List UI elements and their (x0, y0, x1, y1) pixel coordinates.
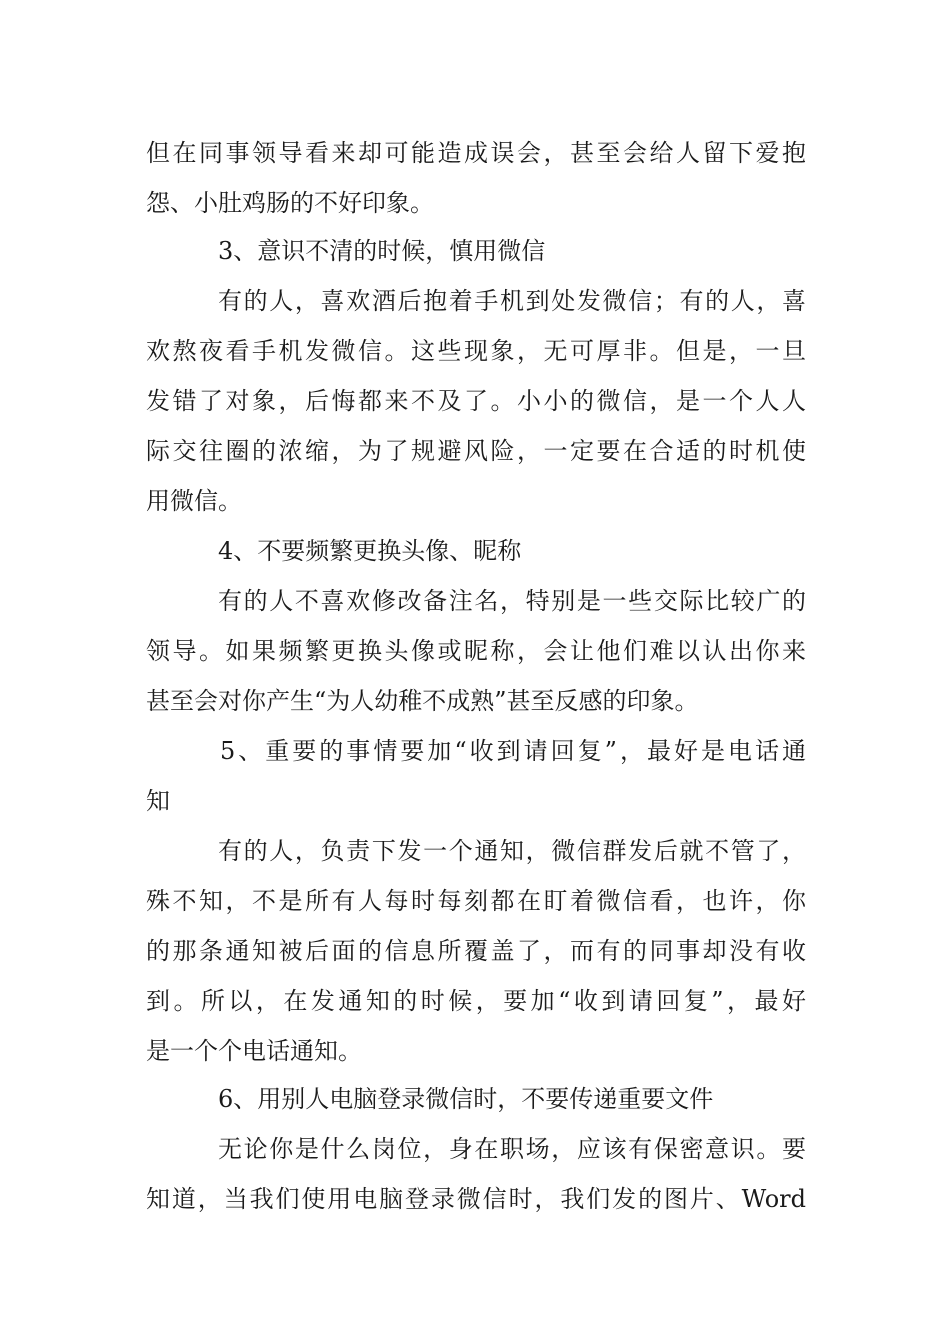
section-heading-3: 3、意识不清的时候，慎用微信 (218, 237, 546, 265)
paragraph-line: 欢熬夜看手机发微信。这些现象，无可厚非。但是，一旦 (146, 337, 806, 365)
paragraph-line: 知道，当我们使用电脑登录微信时，我们发的图片、Word (146, 1185, 806, 1213)
paragraph-line: 无论你是什么岗位，身在职场，应该有保密意识。要 (218, 1135, 806, 1163)
paragraph-line: 有的人，负责下发一个通知，微信群发后就不管了， (218, 837, 806, 865)
section-heading-5-continued: 知 (146, 787, 170, 815)
paragraph-line: 是一个个电话通知。 (146, 1037, 362, 1065)
paragraph-line: 怨、小肚鸡肠的不好印象。 (146, 189, 434, 217)
paragraph-line: 发错了对象，后悔都来不及了。小小的微信，是一个人人 (146, 387, 806, 415)
section-heading-6: 6、用别人电脑登录微信时，不要传递重要文件 (218, 1085, 714, 1113)
paragraph-line: 但在同事领导看来却可能造成误会，甚至会给人留下爱抱 (146, 139, 806, 167)
paragraph-line: 用微信。 (146, 487, 242, 515)
paragraph-line: 的那条通知被后面的信息所覆盖了，而有的同事却没有收 (146, 937, 806, 965)
paragraph-line: 到。所以，在发通知的时候，要加“收到请回复”，最好 (146, 987, 806, 1015)
paragraph-line: 甚至会对你产生“为人幼稚不成熟”甚至反感的印象。 (146, 687, 699, 715)
section-heading-4: 4、不要频繁更换头像、昵称 (218, 537, 522, 565)
paragraph-line: 有的人不喜欢修改备注名，特别是一些交际比较广的 (218, 587, 806, 615)
paragraph-line: 殊不知，不是所有人每时每刻都在盯着微信看，也许，你 (146, 887, 806, 915)
paragraph-line: 领导。如果频繁更换头像或昵称，会让他们难以认出你来 (146, 637, 806, 665)
paragraph-line: 有的人，喜欢酒后抱着手机到处发微信；有的人，喜 (218, 287, 806, 315)
paragraph-line: 际交往圈的浓缩，为了规避风险，一定要在合适的时机使 (146, 437, 806, 465)
section-heading-5: 5、重要的事情要加“收到请回复”，最好是电话通 (220, 737, 806, 765)
